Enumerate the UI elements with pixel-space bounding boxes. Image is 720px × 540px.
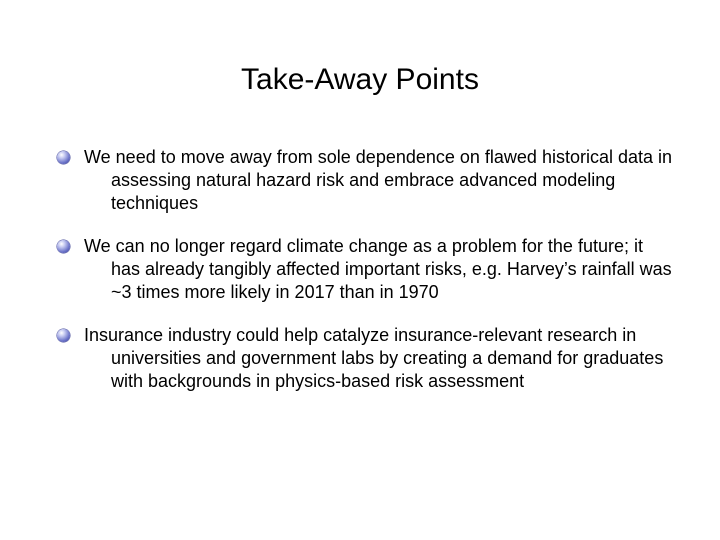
bullet-text-1: We need to move away from sole dependence on flawed historical data in assessing natural hazard risk and embrace advanced modeling techniques: [84, 147, 673, 213]
slide-title: Take-Away Points: [241, 63, 479, 96]
bullet-list: [55, 146, 675, 413]
bullet-item-3: [55, 324, 675, 393]
sphere-bullet-icon: [57, 329, 70, 342]
bullet-text-2: We can no longer regard climate change as a problem for the future; it has already tangibly affected important risks, e.g. Harvey’s rainfall was ~3 times more likely in 2017 than in 1970: [84, 236, 672, 302]
bullet-item-1: [55, 146, 675, 215]
bullet-item-2: [55, 235, 675, 304]
bullet-text-3: Insurance industry could help catalyze insurance-relevant research in universities and government labs by creating a demand for graduates with backgrounds in physics-based risk assessment: [84, 325, 664, 391]
sphere-bullet-icon: [57, 240, 70, 253]
sphere-bullet-icon: [57, 151, 70, 164]
